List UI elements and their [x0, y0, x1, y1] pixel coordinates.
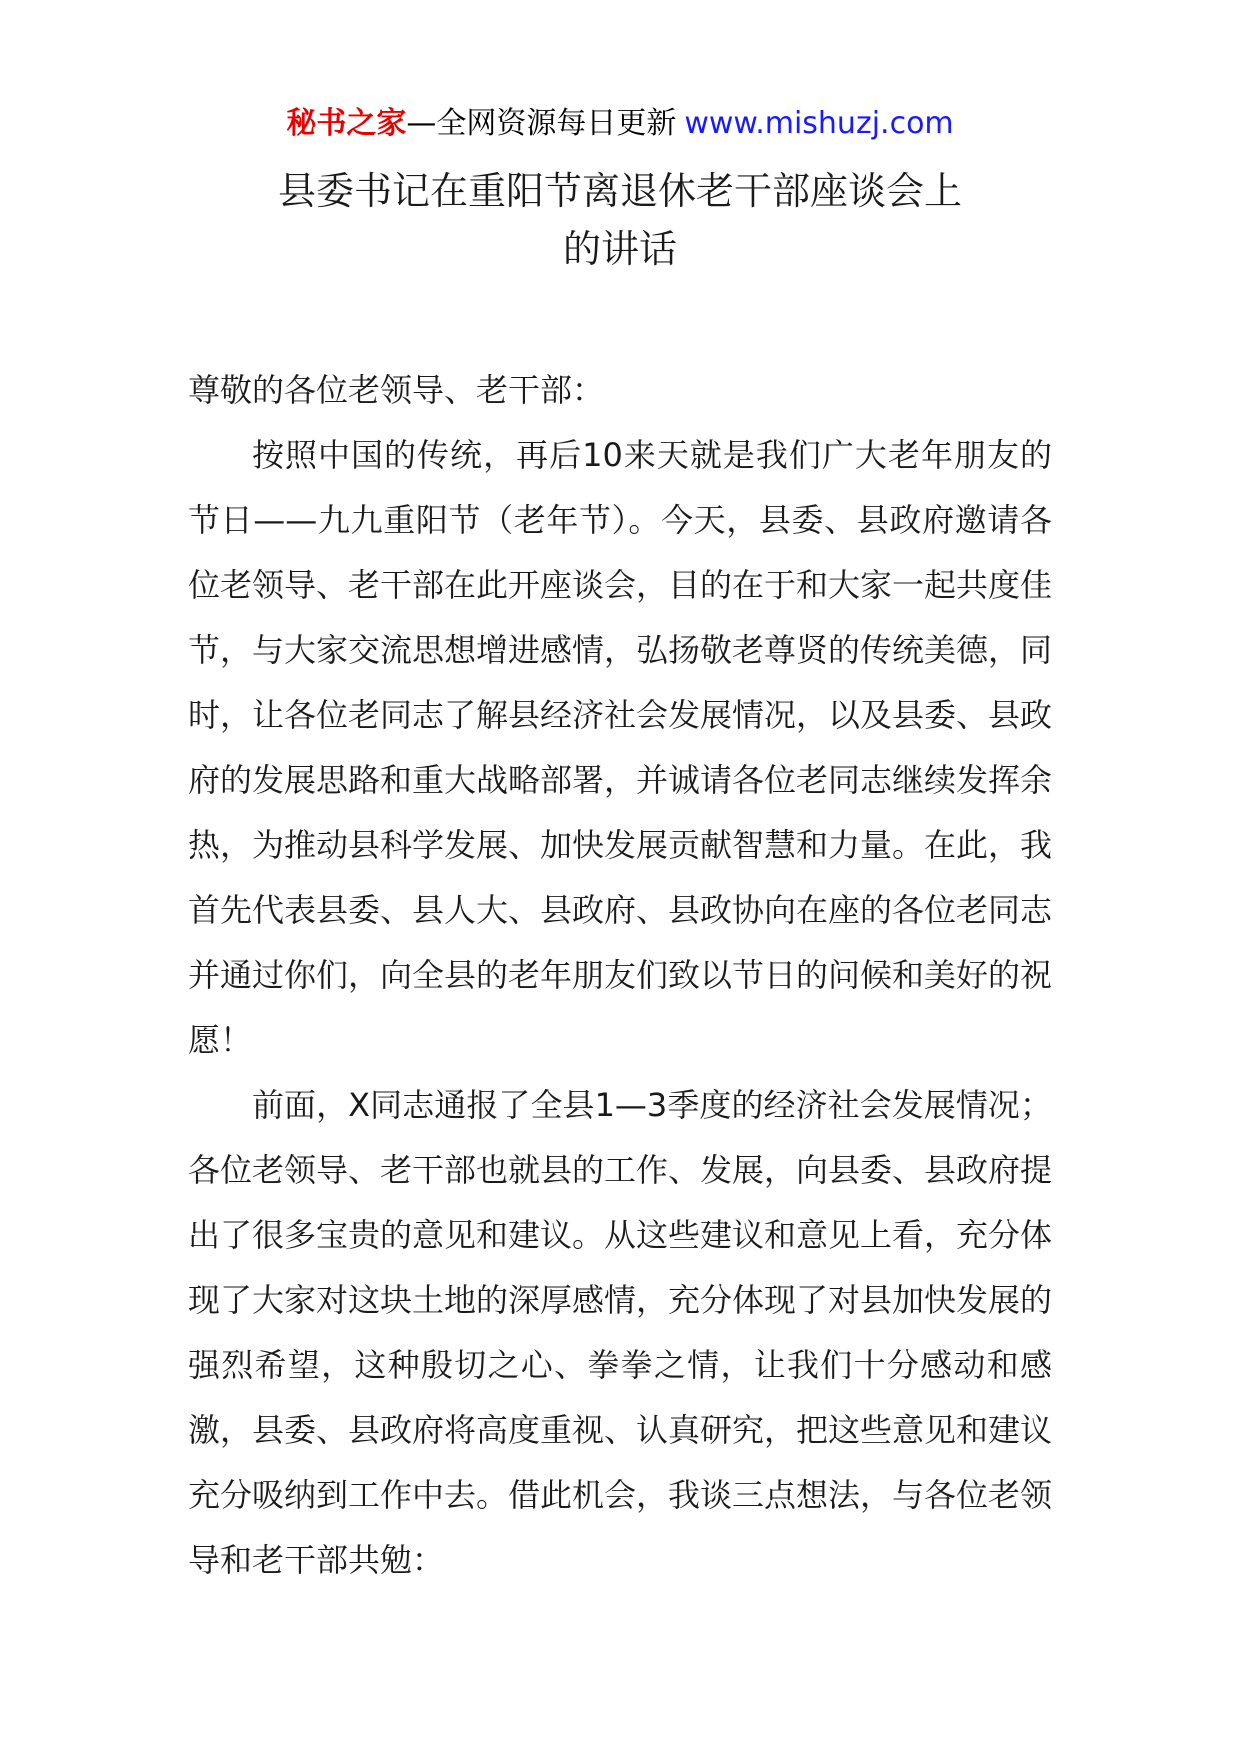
document-body	[188, 358, 1052, 1593]
title-line-1: 县委书记在重阳节离退休老干部座谈会上	[277, 169, 962, 213]
header-tagline: —全网资源每日更新	[406, 106, 677, 141]
brand-name: 秘书之家	[286, 106, 407, 141]
document-title	[0, 162, 1240, 278]
paragraph: 前面，X同志通报了全县1—3季度的经济社会发展情况；各位老领导、老干部也就县的工作、发展，向县委、县政府提出了很多宝贵的意见和建议。从这些建议和意见上看，充分体现了大家对这块土地的深厚感情，充分体现了对县加快发展的强烈希望，这种殷切之心、拳拳之情，让我们十分感动和感激，县委、县政府将高度重视、认真研究，把这些意见和建议充分吸纳到工作中去。借此机会，我谈三点想法，与各位老领导和老干部共勉：	[188, 1086, 1053, 1579]
title-line-2: 的讲话	[562, 227, 677, 271]
greeting: 尊敬的各位老领导、老干部：	[188, 371, 605, 409]
site-url-link[interactable]: www.mishuzj.com	[684, 106, 954, 141]
paragraph: 按照中国的传统，再后10来天就是我们广大老年朋友的节日——九九重阳节（老年节）。今天，县委、县政府邀请各位老领导、老干部在此开座谈会，目的在于和大家一起共度佳节，与大家交流思想增进感情，弘扬敬老尊贤的传统美德，同时，让各位老同志了解县经济社会发展情况，以及县委、县政府的发展思路和重大战略部署，并诚请各位老同志继续发挥余热，为推动县科学发展、加快发展贡献智慧和力量。在此，我首先代表县委、县人大、县政府、县政协向在座的各位老同志并通过你们，向全县的老年朋友们致以节日的问候和美好的祝愿！	[188, 436, 1053, 1059]
site-header	[0, 104, 1240, 144]
